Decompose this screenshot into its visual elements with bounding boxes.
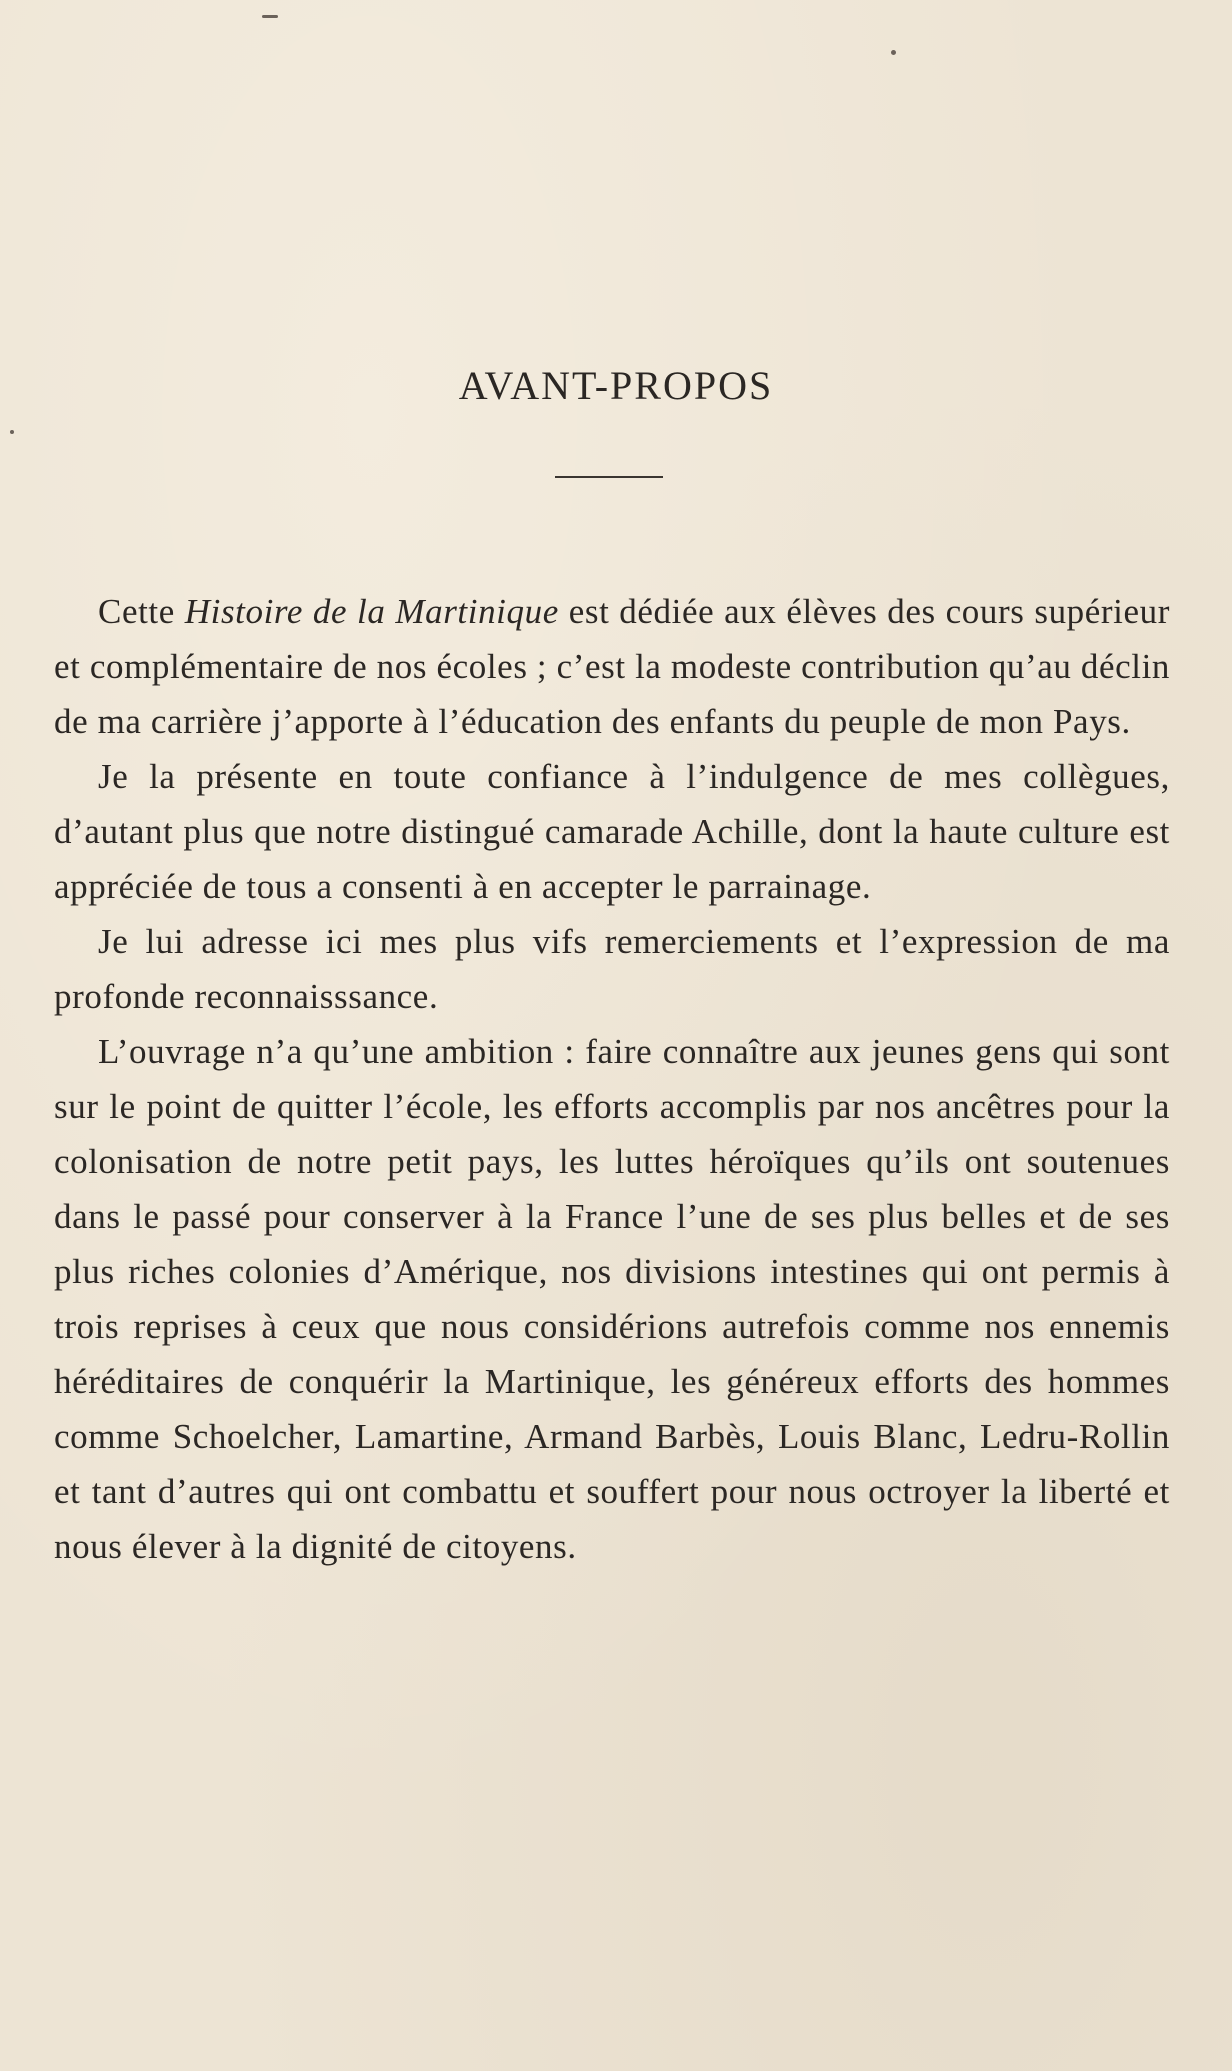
paragraph-thanks: Je lui adresse ici mes plus vifs remerciements et l’expression de ma profonde reconnaisssance.	[54, 922, 1170, 1016]
title-divider	[555, 476, 663, 478]
paragraph-presentation: Je la présente en toute confiance à l’indulgence de mes collègues, d’autant plus que notre distingué camarade Achille, dont la haute culture est appréciée de tous a consenti à en accepter le parrainage.	[54, 757, 1170, 906]
paper-speck	[891, 50, 896, 55]
paper-speck	[10, 430, 14, 434]
paper-speck	[262, 15, 278, 18]
foreword-text	[54, 584, 1170, 1574]
paragraph-dedication-rest: est dédiée aux élèves des cours supérieur et complémentaire de nos écoles ; c’est la modeste contribution qu’au déclin de ma carrière j’apporte à l’éducation des enfants du peuple de mon Pays.	[54, 592, 1170, 741]
paragraph-dedication	[54, 584, 1170, 749]
paragraph-dedication-lead: Cette	[98, 592, 185, 631]
book-title: Histoire de la Martinique	[184, 592, 559, 631]
paragraph-ambition: L’ouvrage n’a qu’une ambition : faire connaître aux jeunes gens qui sont sur le point de quitter l’école, les efforts accomplis par nos ancêtres pour la colonisation de notre petit pays, les luttes héroïques qu’ils ont soutenues dans le passé pour conserver à la France l’une de ses plus belles et de ses plus riches colonies d’Amérique, nos divisions intestines qui ont permis à trois reprises à ceux que nous considérions autrefois comme nos ennemis héréditaires de conquérir la Martinique, les généreux efforts des hommes comme Schoelcher, Lamartine, Armand Barbès, Louis Blanc, Ledru-Rollin et tant d’autres qui ont combattu et souffert pour nous octroyer la liberté et nous élever à la dignité de citoyens.	[54, 1032, 1170, 1566]
page-title: AVANT-PROPOS	[458, 363, 774, 408]
